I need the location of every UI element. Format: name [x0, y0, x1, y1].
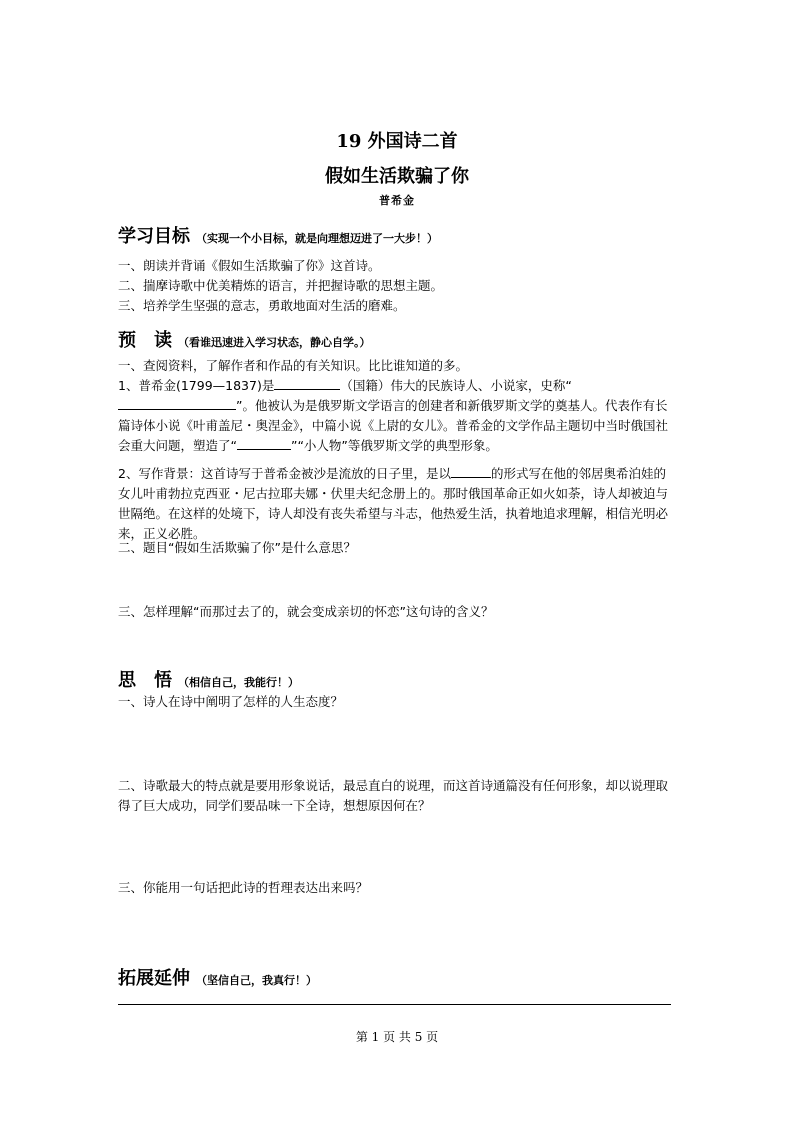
form-blank: [451, 465, 491, 478]
poem-title: 假如生活欺骗了你: [325, 166, 469, 187]
section-extend-title: 拓展延伸: [118, 968, 190, 989]
section-preview-title: 预 读: [118, 330, 172, 351]
character-blank: [237, 437, 291, 450]
section-reflect-title: 思 悟: [118, 670, 172, 691]
author-text-part-2: （国籍）伟大的民族诗人、小说家，史称“: [340, 378, 572, 393]
reflect-question-1: 一、诗人在诗中阐明了怎样的人生态度？: [118, 694, 344, 709]
author-text-part-1: 1、普希金(1799—1837)是: [118, 378, 275, 393]
section-extend-heading: [118, 964, 317, 990]
preview-question-3: 三、怎样理解“而那过去了的，就会变成亲切的怀恋”这句诗的含义？: [118, 604, 494, 619]
background-text-part-1: 2、写作背景：这首诗写于普希金被沙是流放的日子里，是以: [118, 466, 451, 481]
section-goals-title: 学习目标: [118, 226, 190, 247]
preview-paragraph-background: [118, 464, 678, 544]
author-name: 普希金: [379, 194, 415, 207]
lesson-title: 19 外国诗二首: [336, 131, 458, 152]
page-number: 第 1 页 共 5 页: [355, 1030, 439, 1044]
reflect-question-3: 三、你能用一句话把此诗的哲理表达出来吗？: [118, 880, 369, 895]
goal-item-1: 一、朗读并背诵《假如生活欺骗了你》这首诗。: [118, 258, 381, 273]
section-reflect-note: （相信自己，我能行！）: [178, 676, 299, 689]
preview-paragraph-author: [118, 376, 678, 456]
preview-question-1: 一、查阅资料，了解作者和作品的有关知识。比比谁知道的多。: [118, 358, 469, 373]
author-text-part-3: ”。他被认为是俄罗斯文学语言的创建者和新俄罗斯文学的奠基人。代表作有长篇诗体小说《叶甫盖尼・奥涅金》，中篇小说《上尉的女儿》。普希金的文学作品主题切中当时俄国社会重大问题，塑造了“: [118, 398, 669, 453]
section-goals-note: （实现一个小目标，就是向理想迈进了一大步！）: [196, 232, 438, 245]
section-preview-heading: [118, 326, 371, 352]
section-extend-note: （坚信自己，我真行！）: [196, 974, 317, 987]
preview-question-2: 二、题目“假如生活欺骗了你”是什么意思？: [118, 540, 356, 555]
title-blank: [118, 397, 236, 410]
goal-item-3: 三、培养学生坚强的意志，勇敢地面对生活的磨难。: [118, 298, 406, 313]
goal-item-2: 二、揣摩诗歌中优美精炼的语言，并把握诗歌的思想主题。: [118, 278, 444, 293]
section-goals-heading: [118, 222, 438, 248]
reflect-question-2: 二、诗歌最大的特点就是要用形象说话，最忌直白的说理，而这首诗通篇没有任何形象，却以说理取得了巨大成功，同学们要品味一下全诗，想想原因何在？: [118, 778, 669, 813]
background-text-part-2: 的形式写在他的邻居奥希泊娃的女儿叶甫勃拉克西亚・尼古拉耶夫娜・伏里夫纪念册上的。那时俄国革命正如火如荼，诗人却被迫与世隔绝。在这样的处境下，诗人却没有丧失希望与斗志，他热爱生活，执着地追求理解，相信光明必来，正义必胜。: [118, 466, 669, 541]
section-reflect-heading: [118, 666, 299, 692]
author-text-part-4: ”“小人物”等俄罗斯文学的典型形象。: [290, 438, 498, 453]
nationality-blank: [274, 377, 340, 390]
footer-divider: [118, 1004, 671, 1005]
section-preview-note: （看谁迅速进入学习状态，静心自学。）: [178, 336, 371, 349]
